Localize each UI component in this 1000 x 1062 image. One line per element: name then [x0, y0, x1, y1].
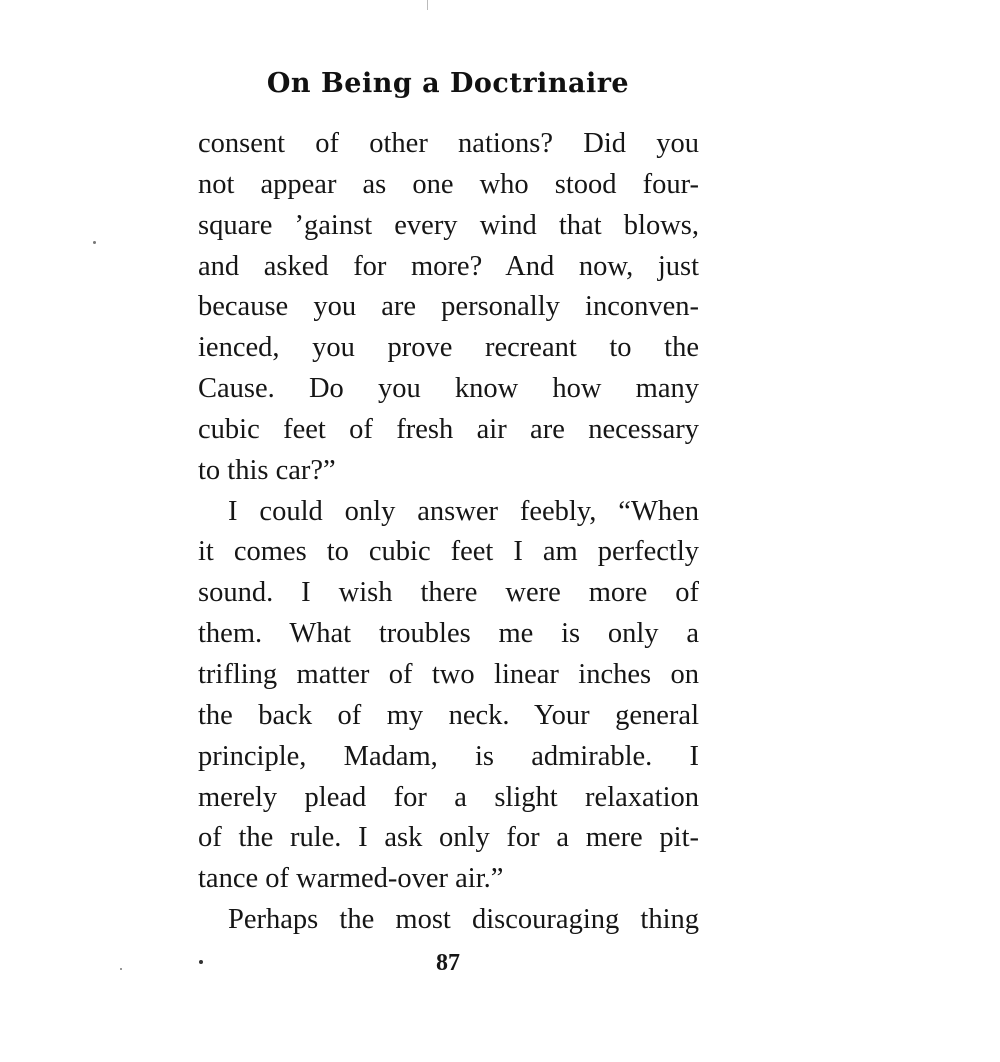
text-line: cubic feet of fresh air are necessary	[198, 413, 699, 445]
scan-speck	[93, 241, 96, 244]
scan-speck	[199, 960, 203, 964]
scan-mark	[427, 0, 428, 10]
body-text	[198, 124, 699, 941]
text-line: consent of other nations? Did you	[198, 128, 699, 159]
text-line: I could only answer feebly, “When	[228, 495, 699, 527]
text-line: not appear as one who stood four-	[198, 168, 699, 200]
text-line: Perhaps the most discouraging thing	[228, 904, 699, 936]
text-line: the back of my neck. Your general	[198, 699, 699, 731]
text-line: of the rule. I ask only for a mere pit-	[198, 822, 699, 854]
text-line: them. What troubles me is only a	[198, 618, 699, 650]
text-line: square ’gainst every wind that blows,	[198, 209, 699, 241]
text-line: principle, Madam, is admirable. I	[198, 740, 699, 772]
text-line: and asked for more? And now, just	[198, 250, 699, 282]
text-line: it comes to cubic feet I am perfectly	[198, 536, 699, 568]
running-head: On Being a Doctrinaire	[266, 68, 630, 99]
scan-speck	[120, 968, 122, 970]
text-line: ienced, you prove recreant to the	[198, 332, 699, 364]
text-line: trifling matter of two linear inches on	[198, 658, 699, 690]
text-line: merely plead for a slight relaxation	[198, 781, 699, 813]
text-line: because you are personally inconven-	[198, 291, 699, 323]
text-line: sound. I wish there were more of	[198, 577, 699, 609]
text-line: Cause. Do you know how many	[198, 373, 699, 405]
page-number: 87	[436, 950, 460, 976]
text-line: to this car?”	[198, 454, 336, 486]
text-line: tance of warmed-over air.”	[198, 863, 504, 895]
